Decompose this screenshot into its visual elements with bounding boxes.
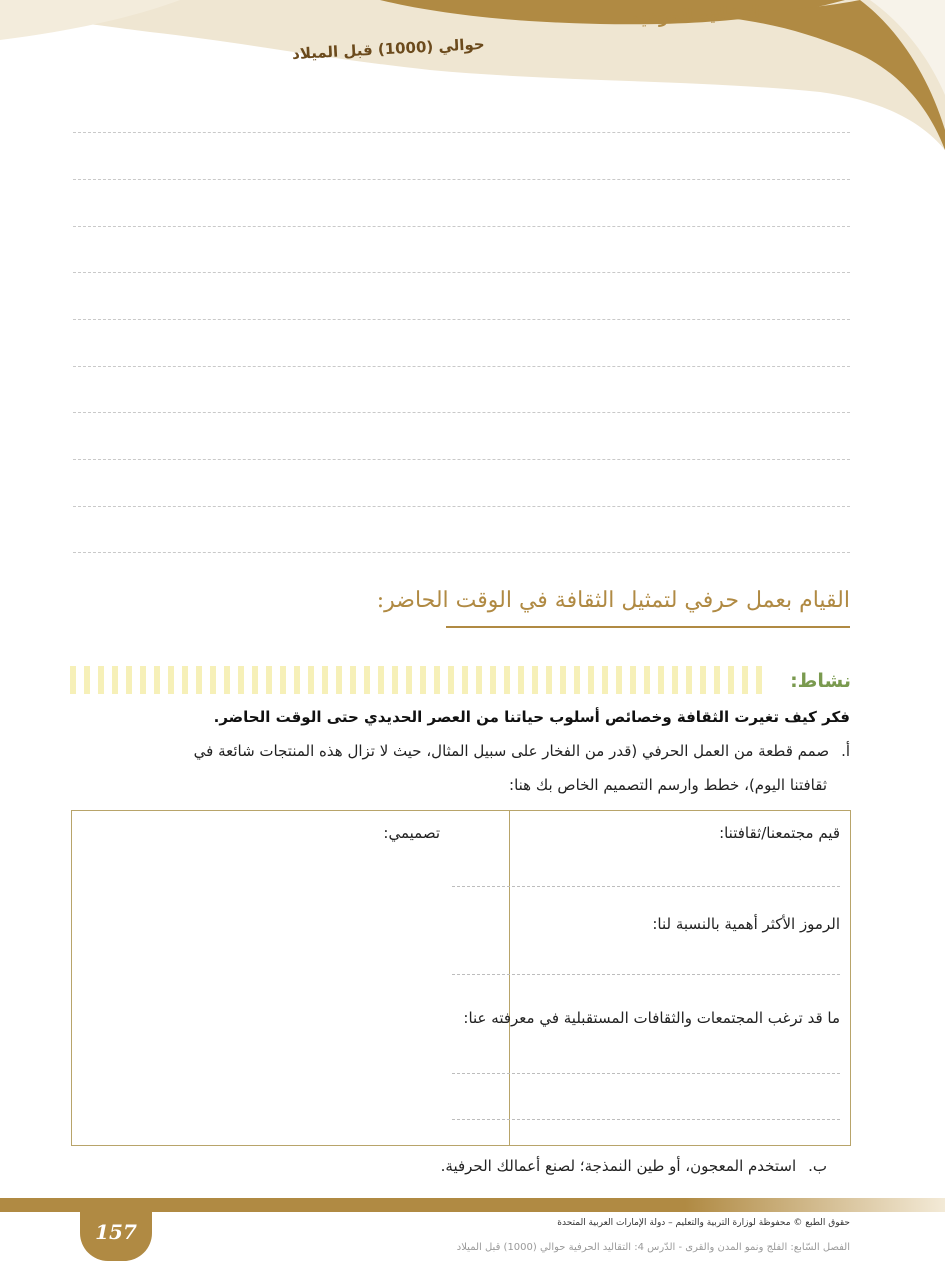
writing-line[interactable] [73,272,850,273]
design-area[interactable] [72,851,509,1145]
item-a-line1 [75,742,850,760]
item-b-marker: ب. [808,1157,827,1175]
design-box [71,810,851,1146]
item-a-line2: ثقافتنا اليوم)، خطط وارسم التصميم الخاص بك هنا: [509,776,827,794]
writing-line[interactable] [73,319,850,320]
design-label: تصميمي: [383,824,440,842]
writing-line[interactable] [73,132,850,133]
header-banner [0,0,945,150]
page-number: 157 [95,1220,137,1244]
item-b-text: استخدم المعجون، أو طين النمذجة؛ لصنع أعمالك الحرفية. [440,1157,797,1175]
chapter-subtitle: حوالي (1000) قبل الميلاد [291,34,486,64]
symbols-label: الرموز الأكثر أهمية بالنسبة لنا: [652,915,840,933]
writing-line[interactable] [73,506,850,507]
section-underline [446,626,850,628]
writing-line[interactable] [73,366,850,367]
writing-line[interactable] [73,459,850,460]
future-answer-line[interactable] [452,1119,840,1120]
activity-question: فكر كيف تغيرت الثقافة وخصائص أسلوب حياتنا من العصر الحديدي حتى الوقت الحاضر. [213,708,850,726]
copyright-notice: حقوق الطبع © محفوظة لوزارة التربية والتعليم – دولة الإمارات العربية المتحدة [557,1218,850,1228]
activity-label: نشاط: [790,670,851,692]
item-a-text1: صمم قطعة من العمل الحرفي (قدر من الفخار على سبيل المثال، حيث لا تزال هذه المنتجات شائعة في [193,742,830,760]
writing-line[interactable] [73,552,850,553]
values-label: قيم مجتمعنا/ثقافتنا: [719,824,840,842]
chapter-title: التقاليد الحرفية [629,2,761,30]
footer-fade [685,1198,945,1212]
breadcrumb: الفصل السّابع: الفلج ونمو المدن والقرى - الدّرس 4: التقاليد الحرفية حوالي (1000) قبل الميلاد [456,1242,850,1253]
item-a-marker: أ. [841,742,850,760]
values-answer-line[interactable] [452,886,840,887]
item-b [441,1157,827,1175]
writing-line[interactable] [73,226,850,227]
future-label: ما قد ترغب المجتمعات والثقافات المستقبلية في معرفته عنا: [463,1009,840,1027]
box-divider [509,811,510,1145]
symbols-answer-line[interactable] [452,974,840,975]
section-heading: القيام بعمل حرفي لتمثيل الثقافة في الوقت الحاضر: [376,588,850,613]
writing-line[interactable] [73,412,850,413]
future-answer-line[interactable] [452,1073,840,1074]
activity-band [70,666,852,694]
writing-line[interactable] [73,179,850,180]
